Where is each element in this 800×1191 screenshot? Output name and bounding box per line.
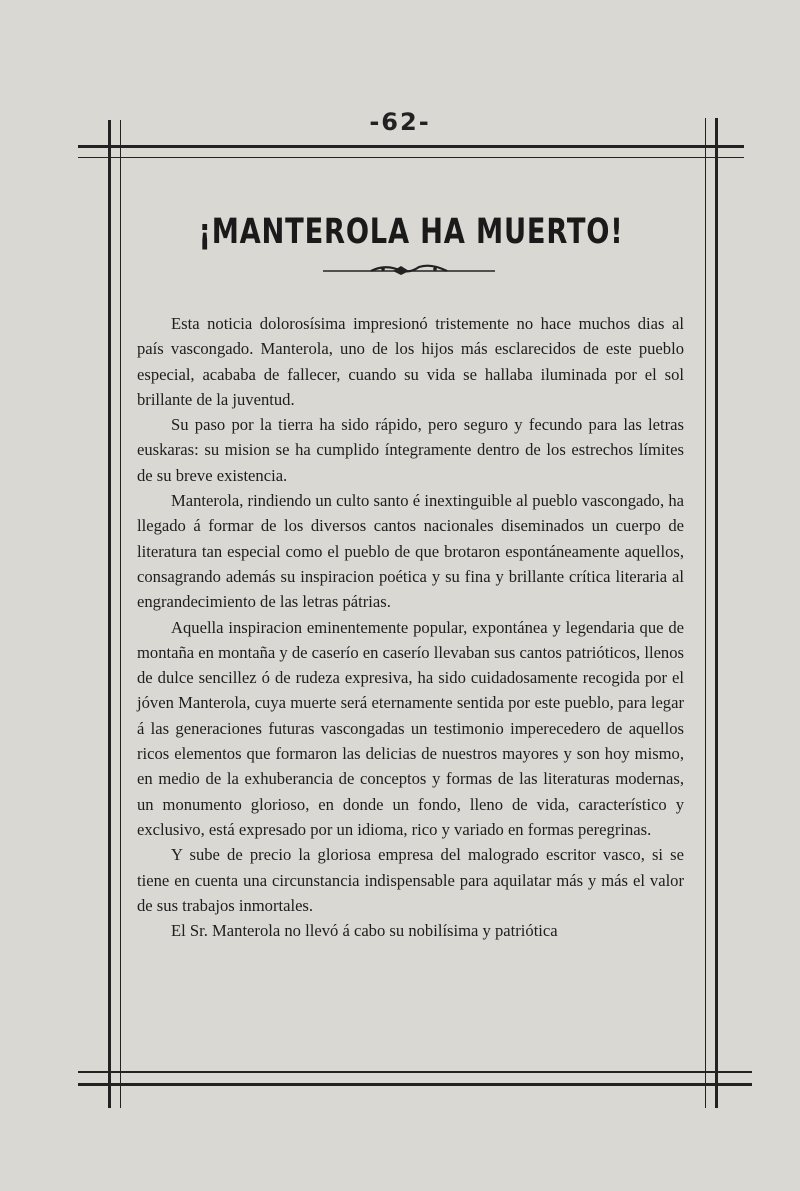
border-rule-left	[108, 120, 121, 1108]
paragraph: Esta noticia dolorosísima impresionó tristemente no hace muchos dias al país vascongado. Manterola, uno de los hijos más esclarecidos de este pueblo especial, acababa de fallecer, cuando su vida se hallaba iluminada por el sol brillante de la juventud.	[137, 314, 684, 409]
title-ornament-icon	[323, 262, 495, 278]
paragraph: Manterola, rindiendo un culto santo é inextinguible al pueblo vascongado, ha llegado á formar de los diversos cantos nacionales diseminados un cuerpo de literatura tan especial como el pueblo de que brotaron espontáneamente aquellos, consagrando además su inspiracion poética y su fina y brillante crítica literaria al engrandecimiento de las letras pátrias.	[137, 491, 684, 612]
article-body	[137, 311, 684, 943]
paragraph: Y sube de precio la gloriosa empresa del malogrado escritor vasco, si se tiene en cuenta una circunstancia indispensable para aquilatar más y más el valor de sus trabajos inmortales.	[137, 845, 684, 915]
page-number: -62-	[369, 108, 431, 136]
article-title: ¡MANTEROLA HA MUERTO!	[198, 212, 624, 252]
border-rule-bottom	[78, 1071, 752, 1086]
paragraph: El Sr. Manterola no llevó á cabo su nobilísima y patriótica	[171, 921, 558, 941]
paragraph: Su paso por la tierra ha sido rápido, pero seguro y fecundo para las letras euskaras: su mision se ha cumplido íntegramente dentro de los estrechos límites de su breve existencia.	[137, 415, 684, 485]
paragraph: Aquella inspiracion eminentemente popular, expontánea y legendaria que de montaña en montaña y de caserío en caserío llevaban sus cantos patrióticos, llenos de dulce sencillez ó de rudeza expresiva, ha sido cuidadosamente recogida por el jóven Manterola, cuya muerte será eternamente sentida por este pueblo, para legar á las generaciones futuras vascongadas un testimonio imperecedero de aquellos ricos elementos que formaron las delicias de nuestros mayores y son hoy mismo, en medio de la exhuberancia de conceptos y formas de las literaturas modernas, un monumento glorioso, en donde un fondo, lleno de vida, característico y exclusivo, está expresado por un idioma, rico y variado en formas peregrinas.	[137, 617, 684, 839]
border-rule-top	[78, 145, 744, 158]
border-rule-right	[705, 118, 718, 1108]
